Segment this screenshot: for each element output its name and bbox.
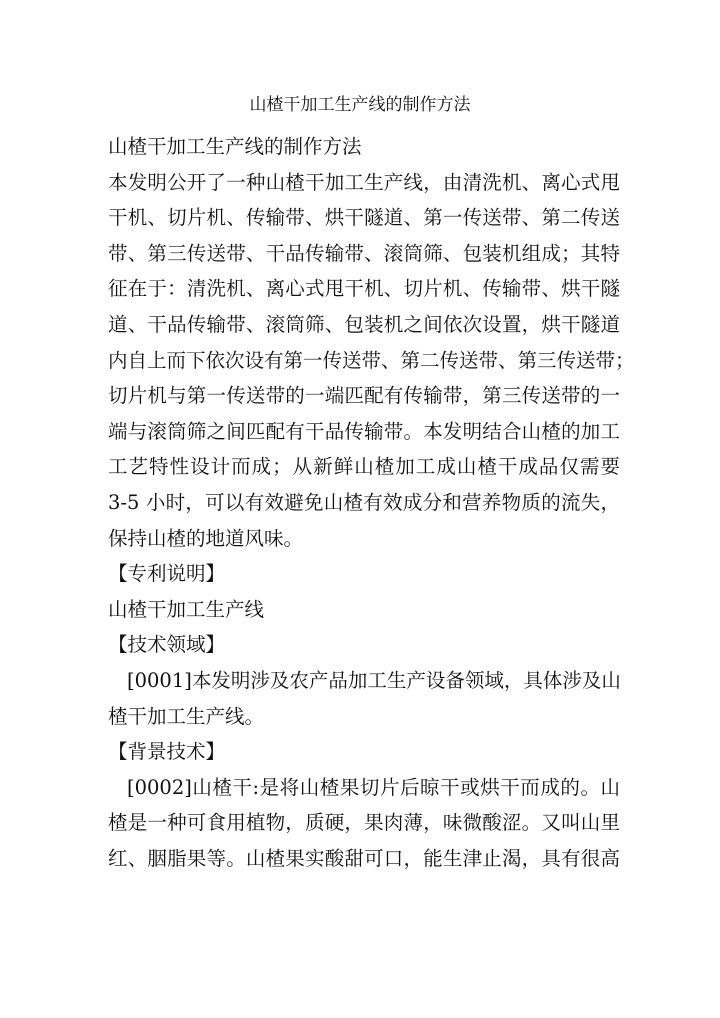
abstract-line: 征在于：清洗机、离心式甩干机、切片机、传输带、烘干隧 [108,277,620,301]
paragraph-line: 楂是一种可食用植物，质硬，果肉薄，味微酸涩。又叫山里 [108,811,620,835]
abstract-line: 3-5 小时，可以有效避免山楂有效成分和营养物质的流失， [108,490,620,514]
background-label: 【背景技术】 [108,740,226,764]
abstract-line: 保持山楂的地道风味。 [108,526,304,550]
abstract-line: 干机、切片机、传输带、烘干隧道、第一传送带、第二传送 [108,206,620,230]
abstract-line: 端与滚筒筛之间匹配有干品传输带。本发明结合山楂的加工 [108,419,620,443]
paragraph-line: [0002]山楂干:是将山楂果切片后晾干或烘干而成的。山 [127,775,620,799]
abstract-line: 内自上而下依次设有第一传送带、第二传送带、第三传送带； [108,348,635,372]
paragraph-line: 楂干加工生产线。 [108,704,265,728]
abstract-line: 道、干品传输带、滚筒筛、包装机之间依次设置，烘干隧道 [108,312,620,336]
document-heading: 山楂干加工生产线的制作方法 [108,135,362,158]
paragraph-0001 [108,663,620,734]
document-title: 山楂干加工生产线的制作方法 [249,95,471,115]
paragraph-line: 红、胭脂果等。山楂果实酸甜可口，能生津止渴，具有很高 [108,846,620,870]
abstract-line: 带、第三传送带、干品传输带、滚筒筛、包装机组成；其特 [108,241,620,265]
paragraph-0002 [108,770,620,877]
document-body [108,129,635,876]
abstract-paragraph [108,165,635,557]
tech-field-label: 【技术领域】 [108,633,226,657]
abstract-line: 工艺特性设计而成；从新鲜山楂加工成山楂干成品仅需要 [108,455,620,479]
patent-description-label: 【专利说明】 [108,562,226,586]
abstract-line: 本发明公开了一种山楂干加工生产线，由清洗机、离心式甩 [108,170,620,194]
abstract-line: 切片机与第一传送带的一端匹配有传输带，第三传送带的一 [108,384,620,408]
patent-name: 山楂干加工生产线 [108,597,265,621]
paragraph-line: [0001]本发明涉及农产品加工生产设备领域，具体涉及山 [127,668,621,692]
